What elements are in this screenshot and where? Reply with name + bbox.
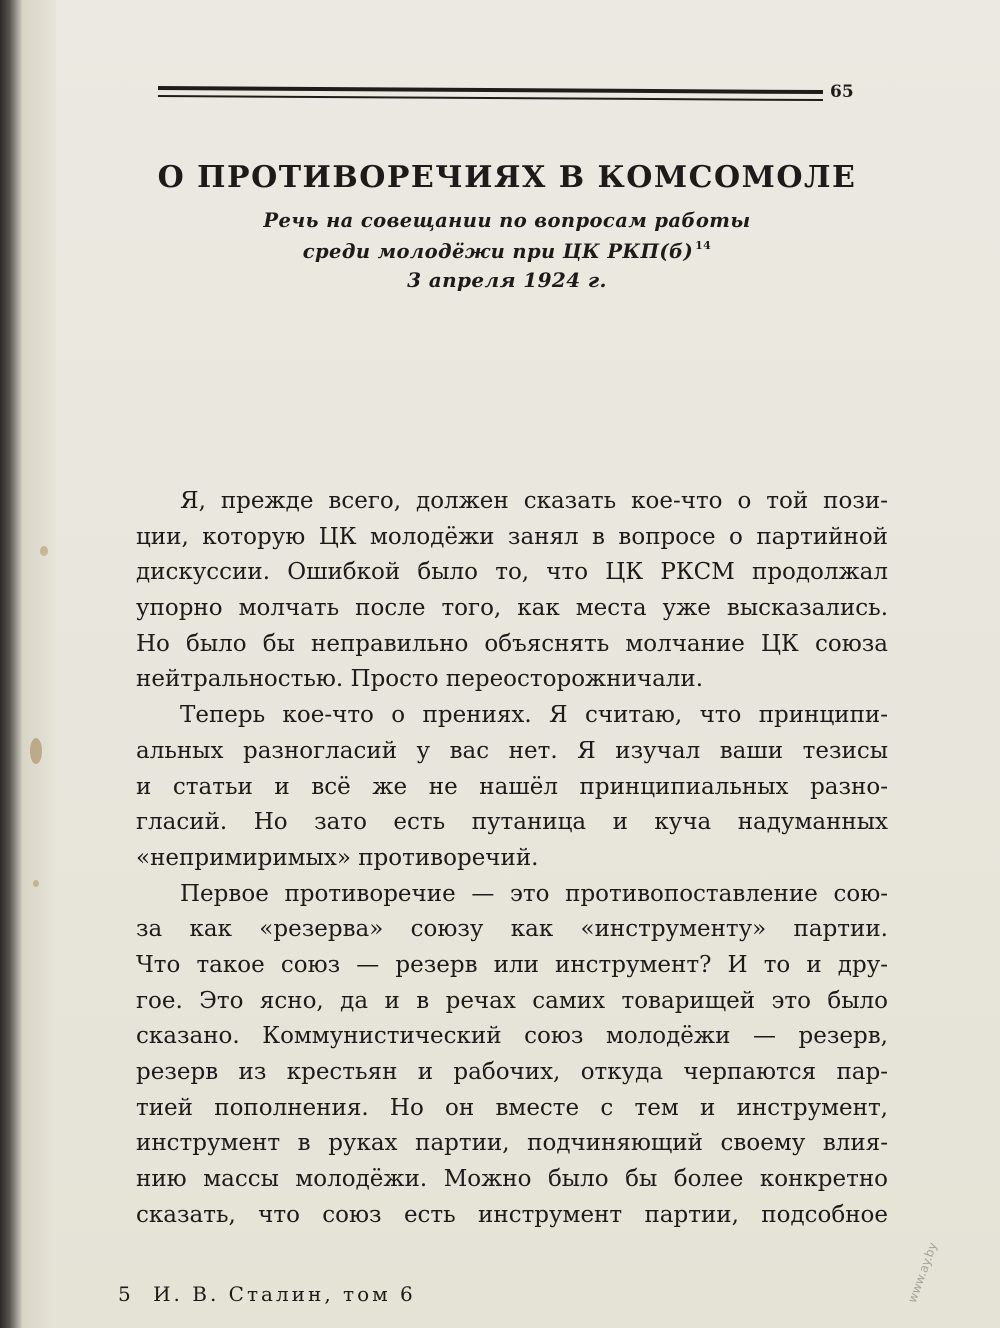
page-gutter <box>22 0 56 1328</box>
page-footer <box>118 1282 416 1306</box>
text-line: гласий. Но зато есть путаница и куча надуманных <box>136 809 888 836</box>
page-stain <box>40 546 48 556</box>
article-date: 3 апреля 1924 г. <box>407 268 607 292</box>
text-line: нию массы молодёжи. Можно было бы более конкретно <box>136 1166 888 1193</box>
text-line: ции, которую ЦК молодёжи занял в вопросе о партийной <box>136 523 888 550</box>
text-line: Я, прежде всего, должен сказать кое-что о той пози- <box>180 488 888 514</box>
article-subtitle-line2: среди молодёжи при ЦК РКП(б) <box>302 240 694 263</box>
text-line: Что такое союз — резерв или инструмент? И то и дру- <box>136 951 888 978</box>
page-stain <box>33 880 39 887</box>
text-line: гое. Это ясно, да и в речах самих товарищей это было <box>136 987 888 1014</box>
page-stain <box>30 738 42 764</box>
text-line: «непримиримых» противоречий. <box>136 844 539 871</box>
text-line: нейтральностью. Просто переосторожничали. <box>136 666 704 693</box>
text-line: альных разногласий у вас нет. Я изучал ваши тезисы <box>136 737 888 764</box>
text-line: сказано. Коммунистический союз молодёжи — резерв, <box>136 1023 888 1050</box>
signature-number: 5 <box>118 1282 131 1306</box>
article-subtitle-line2-wrapper <box>0 239 1000 263</box>
page-number: 65 <box>830 82 854 102</box>
text-line: дискуссии. Ошибкой было то, что ЦК РКСМ продолжал <box>136 559 888 586</box>
text-line: Первое противоречие — это противопоставление сою- <box>180 880 888 907</box>
text-line: Теперь кое-что о прениях. Я считаю, что принципи- <box>180 702 888 729</box>
text-line: инструмент в руках партии, подчиняющий своему влия- <box>136 1130 888 1157</box>
body-text <box>136 484 888 1233</box>
text-line: и статьи и всё же не нашёл принципиальных разно- <box>136 773 888 800</box>
text-line: тией пополнения. Но он вместе с тем и инструмент, <box>136 1094 888 1121</box>
article-title: О ПРОТИВОРЕЧИЯХ В КОМСОМОЛЕ <box>157 160 857 195</box>
footnote-mark: 14 <box>695 239 712 252</box>
adjacent-page-edge <box>0 0 22 1328</box>
text-line: упорно молчать после того, как места уже высказались. <box>136 595 888 622</box>
text-line: за как «резерва» союзу как «инструменту» партии. <box>136 916 888 943</box>
text-line: резерв из крестьян и рабочих, откуда черпаются пар- <box>136 1059 888 1085</box>
text-line: Но было бы неправильно объяснять молчание ЦК союза <box>136 630 888 657</box>
text-line: сказать, что союз есть инструмент партии, подсобное <box>136 1201 888 1228</box>
watermark: www.ay.by <box>905 1240 940 1305</box>
article-subtitle-line1: Речь на совещании по вопросам работы <box>263 209 751 232</box>
footer-text: И. В. Сталин, том 6 <box>153 1282 416 1306</box>
